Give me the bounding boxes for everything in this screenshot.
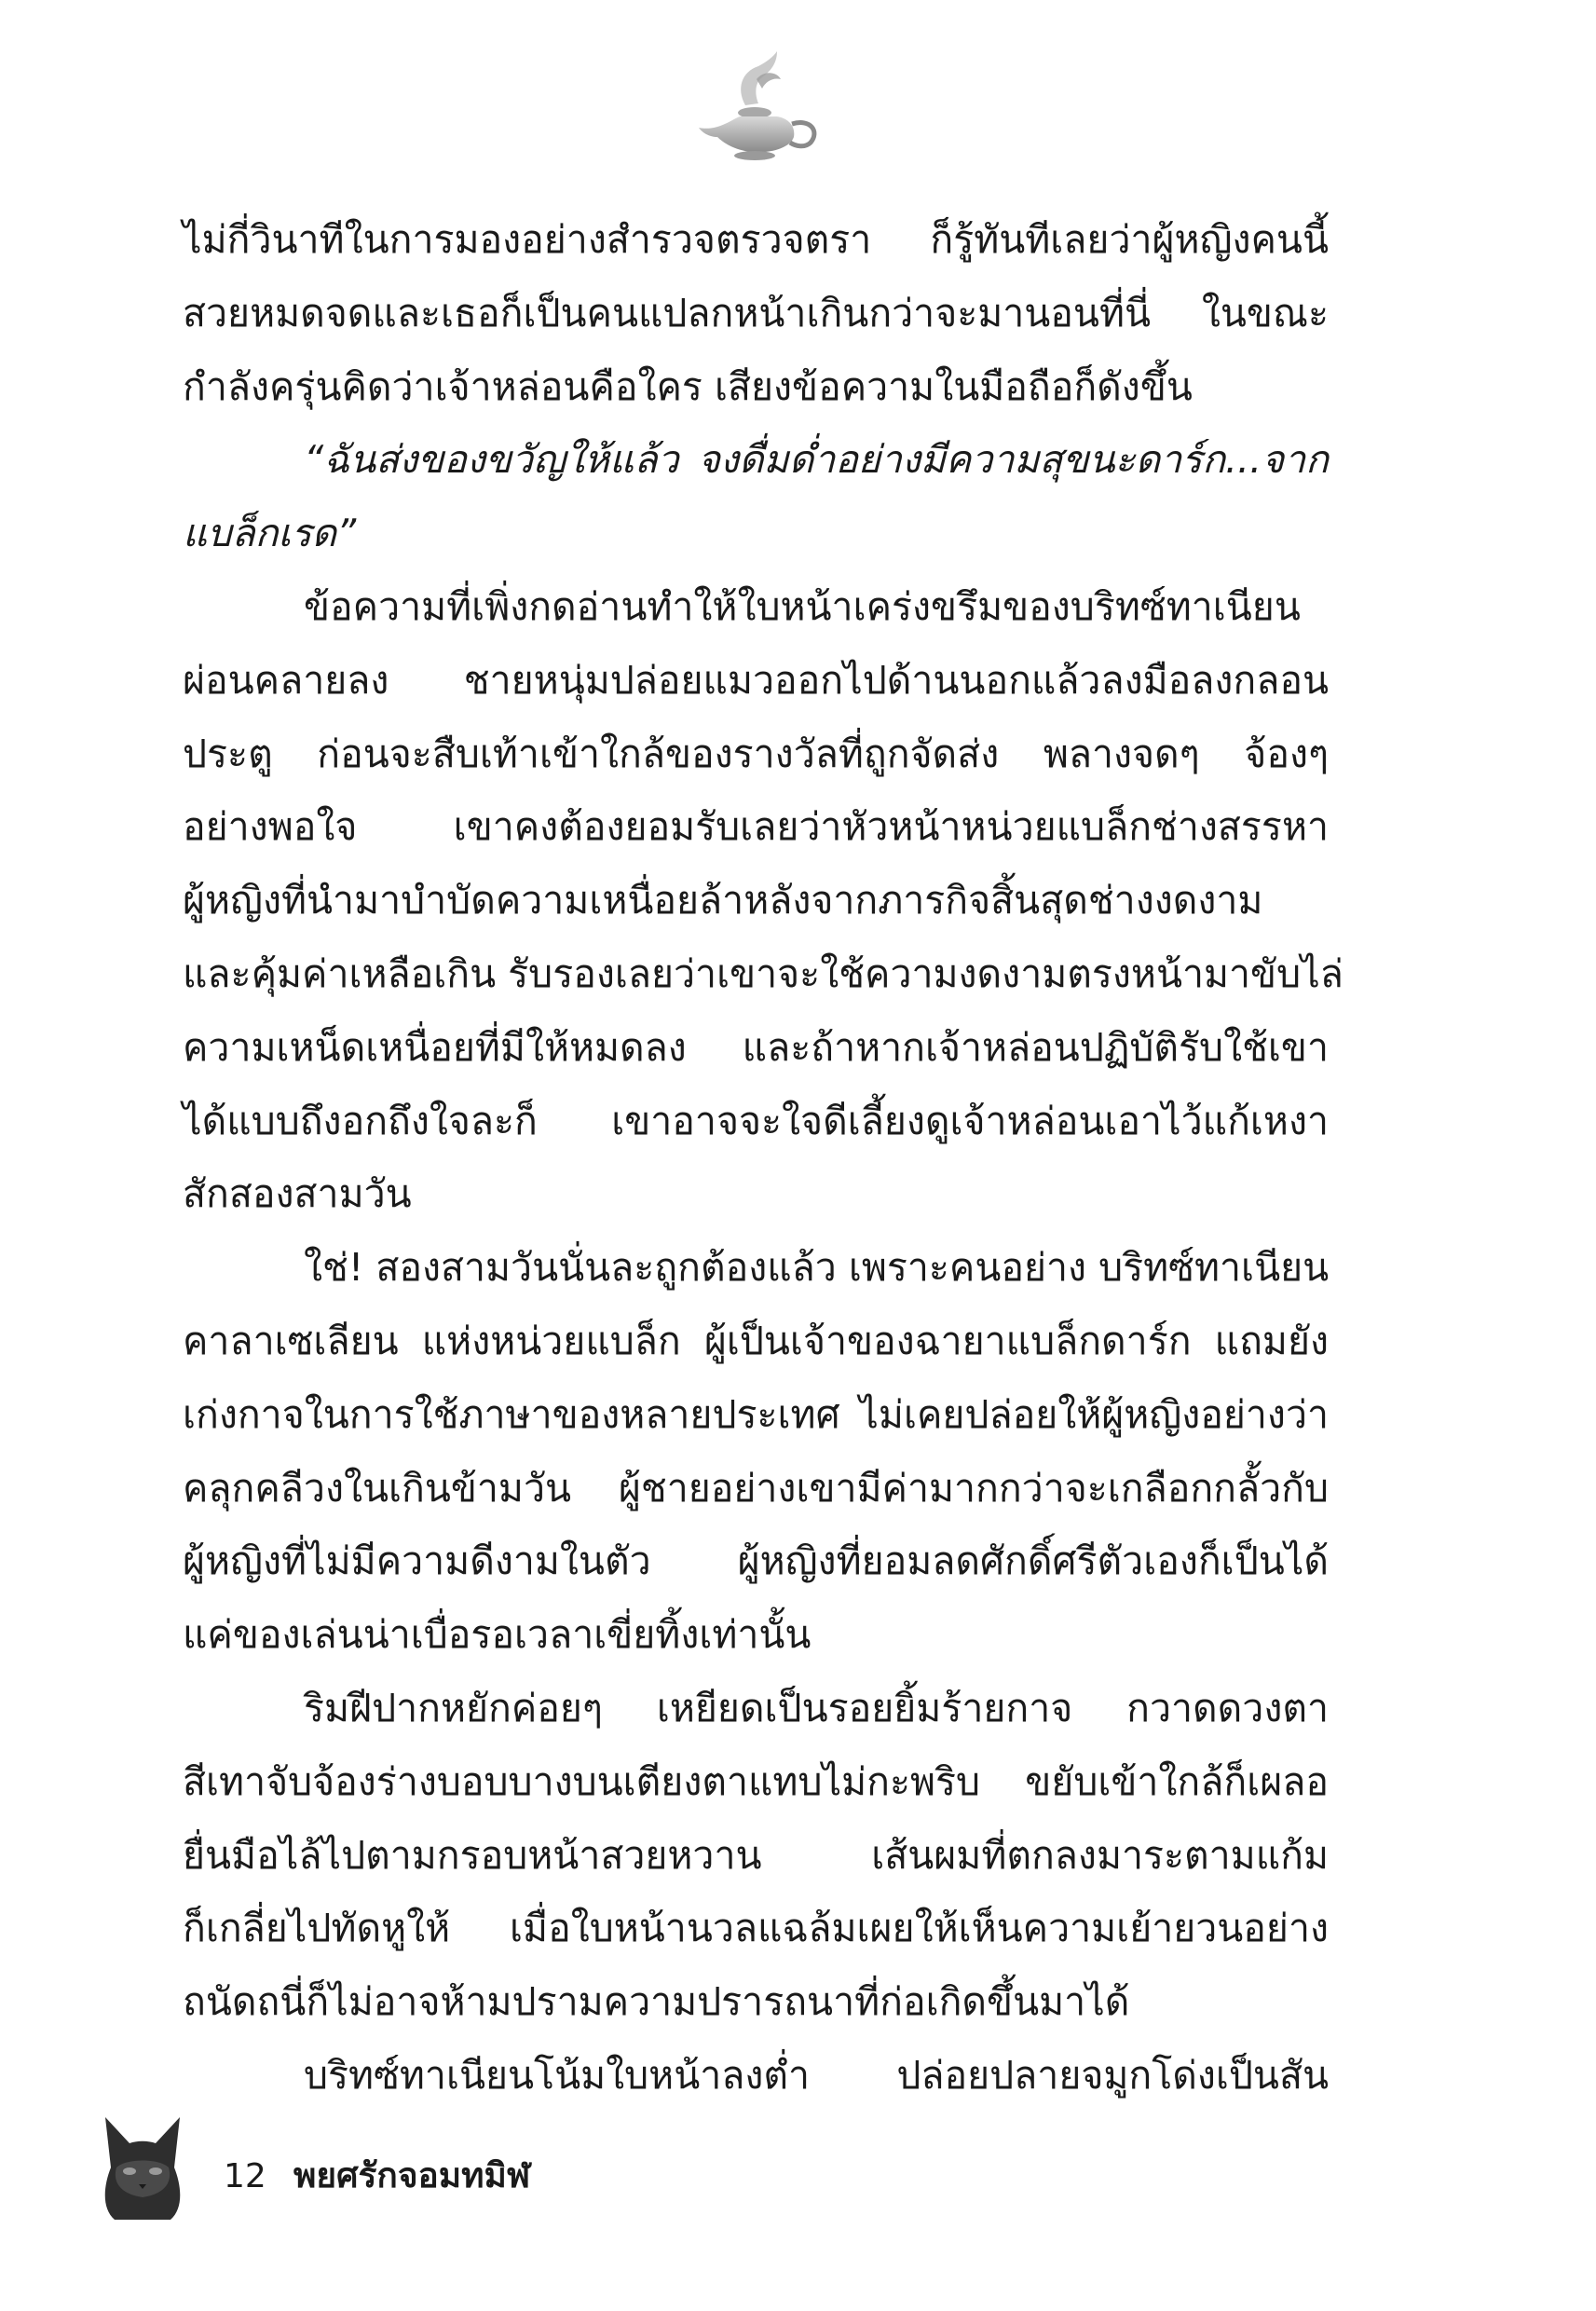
text-line: ประตู ก่อนจะสืบเท้าเข้าใกล้ของรางวัลที่ถูกจัดส่ง พลางจดๆ จ้องๆ bbox=[183, 731, 1329, 776]
page-footer bbox=[98, 2112, 750, 2223]
text-line: ข้อความที่เพิ่งกดอ่านทำให้ใบหน้าเคร่งขรึมของบริทซ์ทาเนียน bbox=[304, 583, 1301, 629]
text-line: กำลังครุ่นคิดว่าเจ้าหล่อนคือใคร เสียงข้อความในมือถือก็ดังขึ้น bbox=[183, 363, 1193, 409]
text-line: ความเหน็ดเหนื่อยที่มีให้หมดลง และถ้าหากเจ้าหล่อนปฏิบัติรับใช้เขา bbox=[183, 1024, 1329, 1070]
text-line: แบล็กเรด” bbox=[183, 511, 357, 556]
text-line: และคุ้มค่าเหลือเกิน รับรองเลยว่าเขาจะใช้ความงดงามตรงหน้ามาขับไล่ bbox=[183, 950, 1344, 996]
text-line: คาลาเซเลียน แห่งหน่วยแบล็ก ผู้เป็นเจ้าของฉายาแบล็กดาร์ก แถมยัง bbox=[183, 1318, 1329, 1363]
text-line: สวยหมดจดและเธอก็เป็นคนแปลกหน้าเกินกว่าจะมานอนที่นี่ ในขณะ bbox=[183, 290, 1329, 335]
text-line: ยื่นมือไล้ไปตามกรอบหน้าสวยหวาน เส้นผมที่ตกลงมาระตามแก้ม bbox=[183, 1832, 1329, 1878]
text-line: “ฉันส่งของขวัญให้แล้ว จงดื่มด่ำอย่างมีความสุขนะดาร์ก...จาก bbox=[304, 437, 1329, 483]
text-line: ถนัดถนี่ก็ไม่อาจห้ามปรามความปรารถนาที่ก่อเกิดขึ้นมาได้ bbox=[183, 1979, 1130, 2025]
text-line: ผู้หญิงที่ไม่มีความดีงามในตัว ผู้หญิงที่ยอมลดศักดิ์ศรีตัวเองก็เป็นได้ bbox=[183, 1538, 1329, 1584]
text-line: ริมฝีปากหยักค่อยๆ เหยียดเป็นรอยยิ้มร้ายกาจ กวาดดวงตา bbox=[304, 1685, 1329, 1730]
text-line: สักสองสามวัน bbox=[183, 1171, 412, 1217]
text-line: แค่ของเล่นน่าเบื่อรอเวลาเขี่ยทิ้งเท่านั้น bbox=[183, 1612, 812, 1658]
text-line: ผู้หญิงที่นำมาบำบัดความเหนื่อยล้าหลังจากภารกิจสิ้นสุดช่างงดงาม bbox=[183, 878, 1263, 923]
page-number: 12 bbox=[224, 2157, 266, 2195]
text-line: อย่างพอใจ เขาคงต้องยอมรับเลยว่าหัวหน้าหน่วยแบล็กช่างสรรหา bbox=[183, 804, 1329, 850]
text-line: สีเทาจับจ้องร่างบอบบางบนเตียงตาแทบไม่กะพริบ ขยับเข้าใกล้ก็เผลอ bbox=[183, 1758, 1329, 1804]
text-line: คลุกคลีวงในเกินข้ามวัน ผู้ชายอย่างเขามีค่ามากกว่าจะเกลือกกลั้วกับ bbox=[183, 1465, 1329, 1511]
genie-lamp-icon bbox=[680, 51, 829, 163]
text-line: ใช่! สองสามวันนั่นละถูกต้องแล้ว เพราะคนอย่าง บริทซ์ทาเนียน bbox=[304, 1245, 1330, 1291]
text-line: ได้แบบถึงอกถึงใจละก็ เขาอาจจะใจดีเลี้ยงดูเจ้าหล่อนเอาไว้แก้เหงา bbox=[183, 1098, 1329, 1143]
cat-icon bbox=[98, 2112, 187, 2223]
text-line: บริทซ์ทาเนียนโน้มใบหน้าลงต่ำ ปล่อยปลายจมูกโด่งเป็นสัน bbox=[304, 2052, 1329, 2098]
book-title: พยศรักจอมทมิฬ bbox=[293, 2155, 531, 2195]
body-text bbox=[183, 203, 1344, 2113]
text-line: เก่งกาจในการใช้ภาษาของหลายประเทศ ไม่เคยปล่อยให้ผู้หญิงอย่างว่า bbox=[183, 1391, 1329, 1437]
text-line: ไม่กี่วินาทีในการมองอย่างสำรวจตรวจตรา ก็รู้ทันทีเลยว่าผู้หญิงคนนี้ bbox=[183, 217, 1329, 262]
text-line: ผ่อนคลายลง ชายหนุ่มปล่อยแมวออกไปด้านนอกแล้วลงมือลงกลอน bbox=[183, 657, 1329, 703]
text-line: ก็เกลี่ยไปทัดหูให้ เมื่อใบหน้านวลแฉล้มเผยให้เห็นความเย้ายวนอย่าง bbox=[183, 1906, 1329, 1951]
